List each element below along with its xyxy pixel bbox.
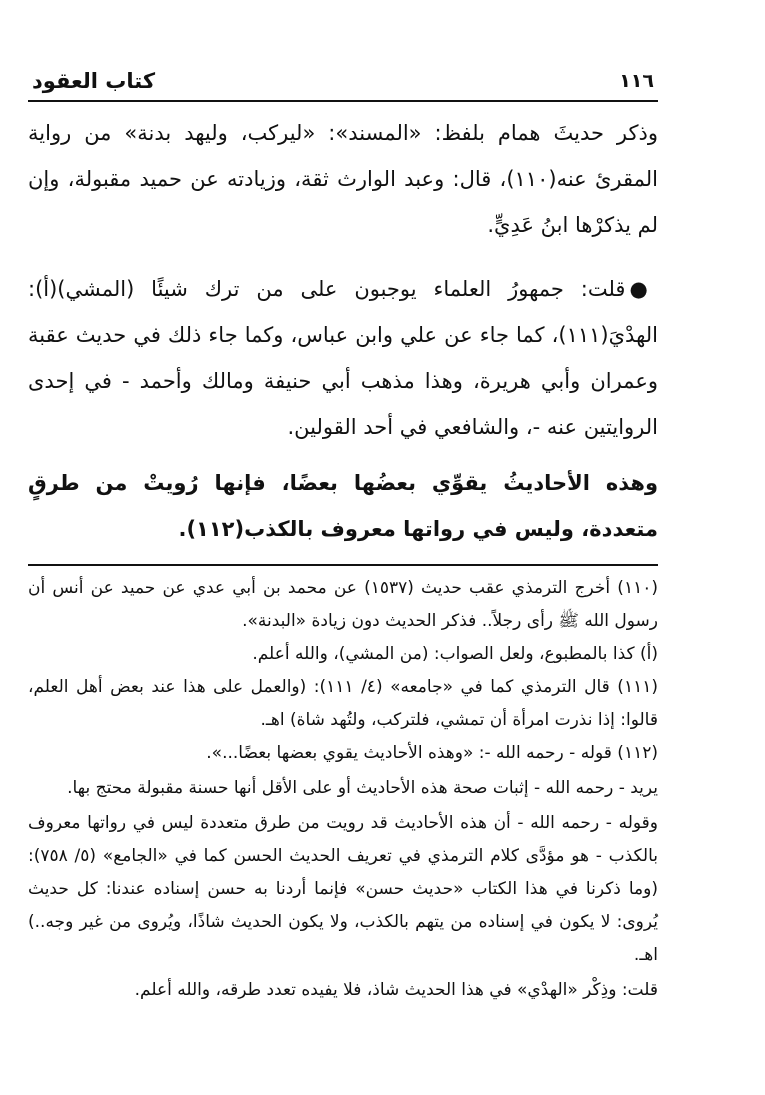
paragraph-2-text: قلت: جمهورُ العلماء يوجبون على من ترك شيئًا (المشي)(أ): الهدْيَ(١١١)، كما جاء عن علي وابن عباس، وكما جاء ذلك في حديث عقبة وعمران وأبي هريرة، وهذا مذهب أبي حنيفة ومالك وأحمد - في إحدى الروايتين عنه -، والشافعي في أحد القولين. bbox=[28, 277, 658, 439]
running-header bbox=[28, 62, 658, 102]
paragraph-1: وذكر حديثَ همام بلفظ: «المسند»: «ليركب، وليهد بدنة» من رواية المقرئ عنه(١١٠)، قال: وعبد الوارث ثقة، وزيادته عن حميد مقبولة، وإن لم يذكرْها ابنُ عَدِيٍّ. bbox=[28, 121, 658, 237]
footnotes bbox=[28, 572, 658, 1007]
paragraph-3: وهذه الأحاديثُ يقوِّي بعضُها بعضًا، فإنها رُويتْ من طرقٍ متعددة، وليس في رواتها معروف بالكذب(١١٢). bbox=[28, 471, 658, 541]
paragraph-2 bbox=[28, 266, 658, 450]
footnote-110: (١١٠) أخرج الترمذي عقب حديث (١٥٣٧) عن محمد بن أبي عدي عن حميد عن أنس أن رسول الله ﷺ رأى رجلاً.. فذكر الحديث دون زيادة «البدنة». bbox=[28, 578, 658, 631]
bullet-marker: ● bbox=[629, 277, 658, 301]
footnote-112-commentary-2: وقوله - رحمه الله - أن هذه الأحاديث قد رويت من طرق متعددة ليس في رواتها معروف بالكذب - هو مؤدَّى كلام الترمذي في تعريف الحديث الحسن كما في «الجامع» (٥/ ٧٥٨): (وما ذكرنا في هذا الكتاب «حديث حسن» فإنما أردنا به حسن إسناده عندنا: كل حديث يُروى: لا يكون في إسناده من يتهم بالكذب، ولا يكون الحديث شاذًا، ويُروى من غير وجه..) اهـ. bbox=[28, 813, 658, 965]
footnote-112: (١١٢) قوله - رحمه الله -: «وهذه الأحاديث يقوي بعضها بعضًا...». bbox=[206, 743, 658, 763]
main-text bbox=[28, 102, 658, 552]
book-title: كتاب العقود bbox=[32, 69, 156, 93]
page-number: ١١٦ bbox=[619, 70, 654, 92]
book-page bbox=[28, 62, 658, 1007]
footnote-a: (أ) كذا بالمطبوع، ولعل الصواب: (من المشي)، والله أعلم. bbox=[252, 644, 658, 664]
footnote-111: (١١١) قال الترمذي كما في «جامعه» (٤/ ١١١): (والعمل على هذا عند بعض أهل العلم، قالوا: إذا نذرت امرأة أن تمشي، فلتركب، ولتُهد شاة) اهـ. bbox=[28, 677, 658, 730]
footnote-divider bbox=[28, 564, 658, 566]
footnote-112-commentary-3: قلت: وذِكْر «الهدْي» في هذا الحديث شاذ، فلا يفيده تعدد طرقه، والله أعلم. bbox=[134, 980, 658, 1000]
footnote-112-commentary-1: يريد - رحمه الله - إثبات صحة هذه الأحاديث أو على الأقل أنها حسنة مقبولة محتج بها. bbox=[67, 778, 658, 798]
